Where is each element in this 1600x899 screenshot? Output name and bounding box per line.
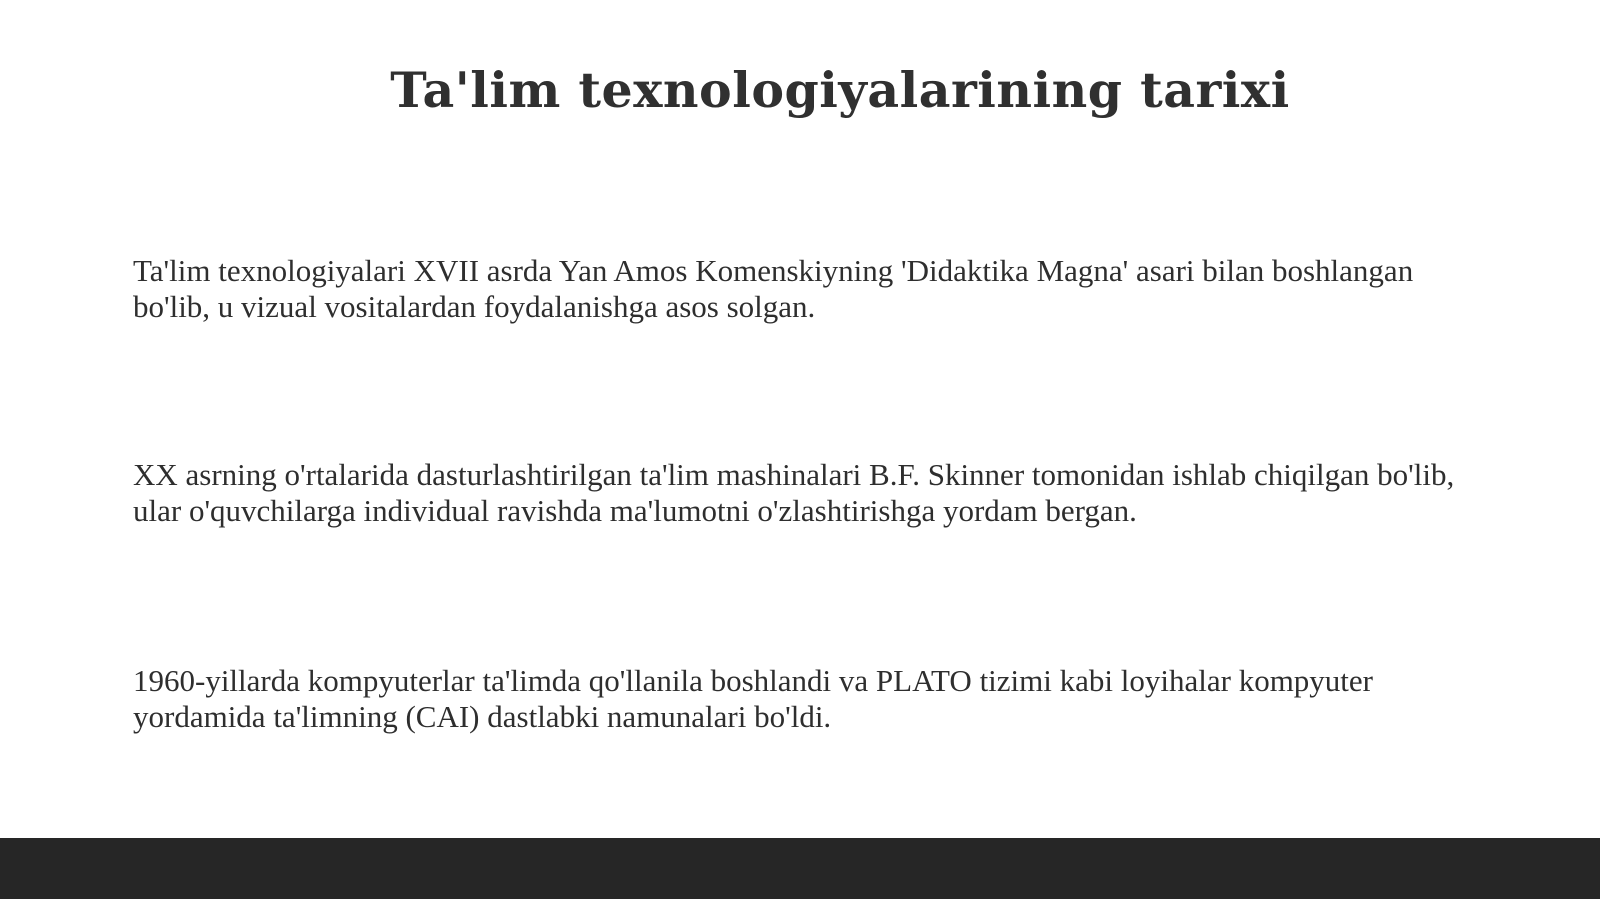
paragraph-plato: 1960-yillarda kompyuterlar ta'limda qo'llanila boshlandi va PLATO tizimi kabi loyihalar kompyuter yordamida ta'limning (CAI) dastlabki namunalari bo'ldi. [133,663,1373,734]
footer-bar [0,838,1600,899]
slide-title: Ta'lim texnologiyalarining tarixi [390,61,1290,119]
paragraph-komenskiy: Ta'lim texnologiyalari XVII asrda Yan Amos Komenskiyning 'Didaktika Magna' asari bilan boshlangan bo'lib, u vizual vositalardan foydalanishga asos solgan. [133,253,1414,324]
paragraph-skinner: XX asrning o'rtalarida dasturlashtirilgan ta'lim mashinalari B.F. Skinner tomonidan ishlab chiqilgan bo'lib, ular o'quvchilarga individual ravishda ma'lumotni o'zlashtirishga yordam bergan. [133,457,1455,528]
